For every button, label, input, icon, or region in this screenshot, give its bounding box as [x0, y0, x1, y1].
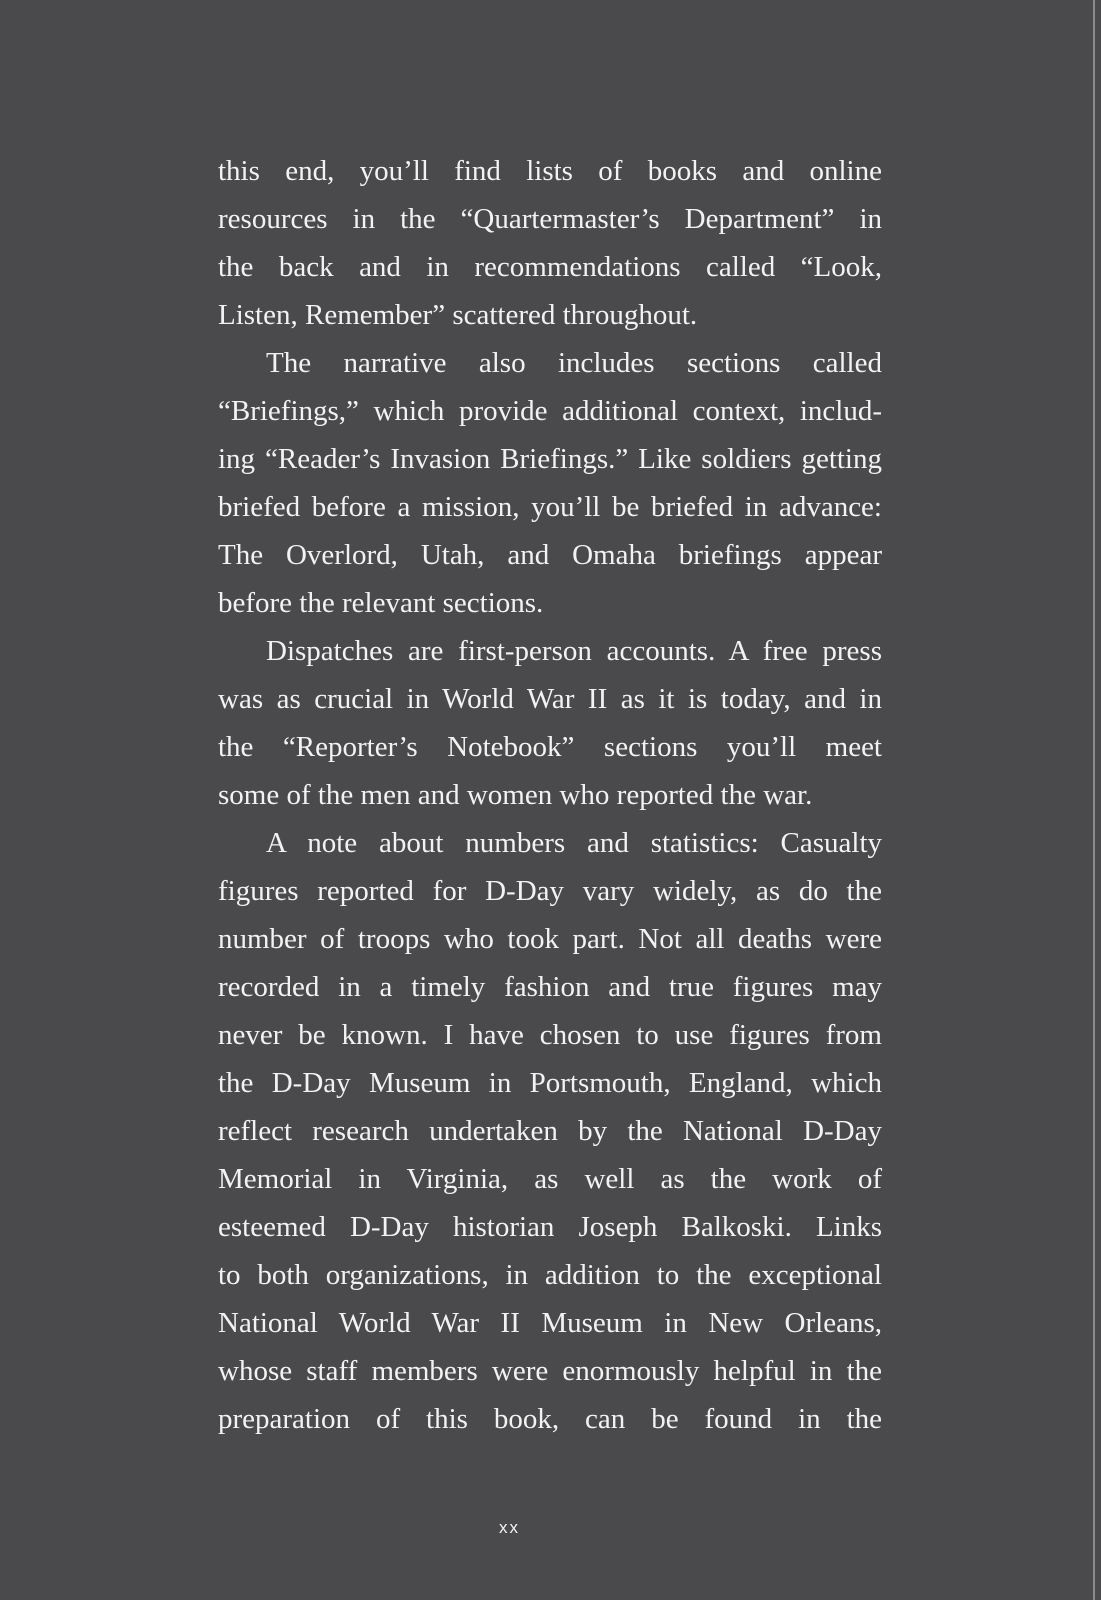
text-line: The narrative also includes sections called [266, 347, 882, 379]
text-line: this end, you’ll find lists of books and online [218, 155, 882, 187]
page-number: xx [499, 1518, 520, 1537]
text-line: never be known. I have chosen to use figures from [218, 1019, 882, 1051]
text-line: figures reported for D-Day vary widely, as do the [218, 875, 882, 907]
paragraph-briefings [218, 339, 882, 627]
text-line: The Overlord, Utah, and Omaha briefings appear [218, 539, 882, 571]
text-line: the back and in recommendations called “Look, [218, 251, 882, 283]
text-line: esteemed D-Day historian Joseph Balkoski. Links [218, 1211, 882, 1243]
text-line: ing “Reader’s Invasion Briefings.” Like soldiers getting [218, 443, 882, 475]
paragraph-dispatches [218, 627, 882, 819]
text-line: resources in the “Quartermaster’s Department” in [218, 203, 882, 235]
text-line: Memorial in Virginia, as well as the work of [218, 1163, 882, 1195]
text-line: recorded in a timely fashion and true figures may [218, 971, 882, 1003]
text-line: was as crucial in World War II as it is today, and in [218, 683, 882, 715]
text-line: briefed before a mission, you’ll be briefed in advance: [218, 491, 882, 523]
page-edge-line [1093, 0, 1095, 1600]
text-line: preparation of this book, can be found in the [218, 1403, 882, 1435]
paragraph-statistics [218, 819, 882, 1443]
text-line: some of the men and women who reported the war. [218, 779, 813, 811]
text-line: to both organizations, in addition to the exceptional [218, 1259, 882, 1291]
text-line: the “Reporter’s Notebook” sections you’ll meet [218, 731, 882, 763]
paragraph-continuation [218, 147, 882, 339]
text-line: whose staff members were enormously helpful in the [218, 1355, 882, 1387]
text-line: National World War II Museum in New Orleans, [218, 1307, 882, 1339]
text-line: Listen, Remember” scattered throughout. [218, 299, 698, 331]
text-line: number of troops who took part. Not all deaths were [218, 923, 882, 955]
text-line: reflect research undertaken by the National D-Day [218, 1115, 882, 1147]
text-line: the D-Day Museum in Portsmouth, England, which [218, 1067, 882, 1099]
text-line: Dispatches are first-person accounts. A free press [266, 635, 882, 667]
body-text [218, 147, 882, 1443]
text-line: before the relevant sections. [218, 587, 544, 619]
text-line: “Briefings,” which provide additional context, includ- [218, 395, 882, 427]
text-line: A note about numbers and statistics: Casualty [266, 827, 882, 859]
